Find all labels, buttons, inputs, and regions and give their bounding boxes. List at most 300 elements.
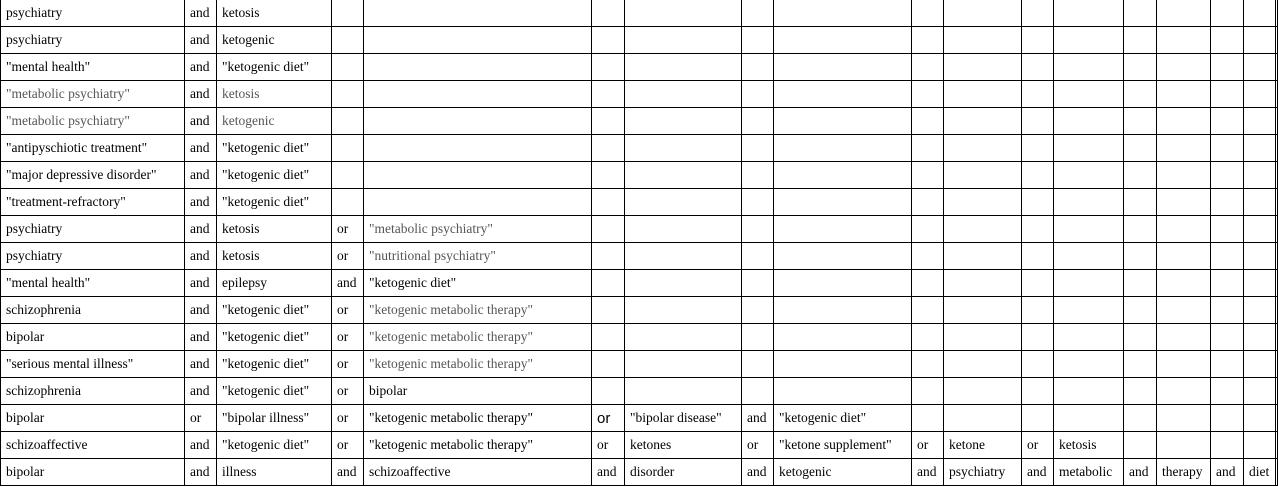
- table-cell[interactable]: [592, 243, 625, 270]
- table-cell[interactable]: [742, 270, 774, 297]
- table-cell[interactable]: [1054, 378, 1124, 405]
- table-cell[interactable]: therapy: [1157, 459, 1211, 486]
- table-cell[interactable]: and: [185, 108, 217, 135]
- table-cell[interactable]: [1211, 135, 1244, 162]
- table-cell[interactable]: [1157, 135, 1211, 162]
- table-cell[interactable]: [1244, 351, 1276, 378]
- table-cell[interactable]: [742, 0, 774, 27]
- table-cell[interactable]: schizophrenia: [1, 297, 185, 324]
- table-cell[interactable]: [625, 0, 742, 27]
- table-cell[interactable]: [1157, 0, 1211, 27]
- table-cell[interactable]: [364, 189, 592, 216]
- table-cell[interactable]: "ketogenic diet": [217, 432, 332, 459]
- table-cell[interactable]: [1022, 27, 1054, 54]
- table-cell[interactable]: [364, 27, 592, 54]
- table-cell[interactable]: and: [1022, 459, 1054, 486]
- table-cell[interactable]: [1211, 54, 1244, 81]
- table-cell[interactable]: [1276, 243, 1278, 270]
- table-cell[interactable]: [1124, 81, 1157, 108]
- table-cell[interactable]: schizoaffective: [364, 459, 592, 486]
- table-cell[interactable]: [912, 405, 944, 432]
- table-cell[interactable]: [944, 162, 1022, 189]
- table-cell[interactable]: [1211, 0, 1244, 27]
- table-cell[interactable]: [912, 351, 944, 378]
- table-cell[interactable]: [1124, 0, 1157, 27]
- table-cell[interactable]: [592, 297, 625, 324]
- table-cell[interactable]: [944, 324, 1022, 351]
- table-cell[interactable]: [774, 243, 912, 270]
- table-cell[interactable]: "ketogenic diet": [217, 162, 332, 189]
- table-cell[interactable]: "mental health": [1, 54, 185, 81]
- table-cell[interactable]: bipolar: [1, 324, 185, 351]
- table-cell[interactable]: [1244, 189, 1276, 216]
- table-cell[interactable]: [1276, 270, 1278, 297]
- table-cell[interactable]: [774, 81, 912, 108]
- table-cell[interactable]: "ketogenic diet": [217, 189, 332, 216]
- table-cell[interactable]: and: [332, 270, 364, 297]
- table-cell[interactable]: [625, 162, 742, 189]
- table-cell[interactable]: metabolic: [1054, 459, 1124, 486]
- table-cell[interactable]: and: [185, 216, 217, 243]
- table-cell[interactable]: [944, 54, 1022, 81]
- table-cell[interactable]: and: [185, 81, 217, 108]
- table-cell[interactable]: [912, 135, 944, 162]
- table-cell[interactable]: [1054, 27, 1124, 54]
- table-cell[interactable]: [1022, 108, 1054, 135]
- table-cell[interactable]: [1124, 108, 1157, 135]
- table-cell[interactable]: [592, 0, 625, 27]
- table-cell[interactable]: [1157, 81, 1211, 108]
- table-cell[interactable]: [1124, 216, 1157, 243]
- table-cell[interactable]: [1124, 135, 1157, 162]
- table-cell[interactable]: ketosis: [1054, 432, 1124, 459]
- table-cell[interactable]: "bipolar disease": [625, 405, 742, 432]
- table-cell[interactable]: [1211, 432, 1244, 459]
- table-cell[interactable]: "ketogenic diet": [217, 297, 332, 324]
- table-cell[interactable]: ketogenic: [217, 108, 332, 135]
- table-cell[interactable]: [1157, 324, 1211, 351]
- table-cell[interactable]: [742, 351, 774, 378]
- table-cell[interactable]: "ketogenic diet": [217, 135, 332, 162]
- table-cell[interactable]: [1276, 27, 1278, 54]
- table-cell[interactable]: "treatment-refractory": [1, 189, 185, 216]
- table-cell[interactable]: [592, 162, 625, 189]
- table-cell[interactable]: [592, 81, 625, 108]
- table-cell[interactable]: "ketone supplement": [774, 432, 912, 459]
- table-cell[interactable]: [944, 378, 1022, 405]
- table-cell[interactable]: [1244, 135, 1276, 162]
- table-cell[interactable]: [1054, 297, 1124, 324]
- table-cell[interactable]: "bipolar illness": [217, 405, 332, 432]
- table-cell[interactable]: [625, 270, 742, 297]
- table-cell[interactable]: [1276, 162, 1278, 189]
- table-cell[interactable]: "ketogenic metabolic therapy": [364, 297, 592, 324]
- table-cell[interactable]: [774, 297, 912, 324]
- table-cell[interactable]: bipolar: [1, 405, 185, 432]
- table-cell[interactable]: and: [185, 432, 217, 459]
- table-cell[interactable]: [742, 324, 774, 351]
- table-cell[interactable]: [742, 81, 774, 108]
- table-cell[interactable]: [1157, 216, 1211, 243]
- table-cell[interactable]: [332, 54, 364, 81]
- table-cell[interactable]: and: [185, 351, 217, 378]
- table-cell[interactable]: [332, 189, 364, 216]
- table-cell[interactable]: [1124, 324, 1157, 351]
- table-cell[interactable]: psychiatry: [1, 27, 185, 54]
- table-cell[interactable]: [592, 216, 625, 243]
- table-cell[interactable]: ketosis: [217, 243, 332, 270]
- table-cell[interactable]: [1157, 351, 1211, 378]
- table-cell[interactable]: "mental health": [1, 270, 185, 297]
- table-cell[interactable]: [742, 378, 774, 405]
- table-cell[interactable]: [592, 108, 625, 135]
- table-cell[interactable]: [1124, 405, 1157, 432]
- table-cell[interactable]: "serious mental illness": [1, 351, 185, 378]
- table-cell[interactable]: [912, 81, 944, 108]
- table-cell[interactable]: or: [912, 432, 944, 459]
- table-cell[interactable]: [944, 270, 1022, 297]
- table-cell[interactable]: [742, 189, 774, 216]
- table-cell[interactable]: and: [185, 0, 217, 27]
- table-cell[interactable]: [944, 81, 1022, 108]
- table-cell[interactable]: [1276, 432, 1278, 459]
- table-cell[interactable]: [1157, 378, 1211, 405]
- table-cell[interactable]: or: [592, 405, 625, 432]
- table-cell[interactable]: [912, 27, 944, 54]
- table-cell[interactable]: [1157, 243, 1211, 270]
- table-cell[interactable]: [912, 162, 944, 189]
- table-cell[interactable]: [1211, 108, 1244, 135]
- table-cell[interactable]: [1276, 405, 1278, 432]
- table-cell[interactable]: [364, 54, 592, 81]
- table-cell[interactable]: [742, 162, 774, 189]
- table-cell[interactable]: [944, 216, 1022, 243]
- table-cell[interactable]: ketones: [625, 432, 742, 459]
- table-cell[interactable]: [1022, 0, 1054, 27]
- table-cell[interactable]: psychiatry: [944, 459, 1022, 486]
- table-cell[interactable]: [364, 0, 592, 27]
- table-cell[interactable]: disorder: [625, 459, 742, 486]
- table-cell[interactable]: [774, 135, 912, 162]
- table-cell[interactable]: or: [742, 432, 774, 459]
- table-cell[interactable]: [592, 189, 625, 216]
- table-cell[interactable]: [592, 324, 625, 351]
- table-cell[interactable]: [1157, 54, 1211, 81]
- table-cell[interactable]: [912, 108, 944, 135]
- table-cell[interactable]: and: [185, 459, 217, 486]
- table-cell[interactable]: "ketogenic diet": [364, 270, 592, 297]
- table-cell[interactable]: [1244, 27, 1276, 54]
- table-cell[interactable]: [1054, 108, 1124, 135]
- table-cell[interactable]: or: [332, 351, 364, 378]
- table-cell[interactable]: [774, 378, 912, 405]
- table-cell[interactable]: [1276, 81, 1278, 108]
- table-cell[interactable]: [1276, 459, 1278, 486]
- table-cell[interactable]: [944, 405, 1022, 432]
- table-cell[interactable]: [1211, 81, 1244, 108]
- table-cell[interactable]: schizoaffective: [1, 432, 185, 459]
- table-cell[interactable]: [742, 216, 774, 243]
- table-cell[interactable]: and: [185, 378, 217, 405]
- table-cell[interactable]: ketogenic: [774, 459, 912, 486]
- table-cell[interactable]: [332, 27, 364, 54]
- table-cell[interactable]: [1244, 162, 1276, 189]
- table-cell[interactable]: [774, 270, 912, 297]
- table-cell[interactable]: "ketogenic diet": [217, 324, 332, 351]
- table-cell[interactable]: [1244, 270, 1276, 297]
- table-cell[interactable]: [1054, 135, 1124, 162]
- table-cell[interactable]: [1054, 351, 1124, 378]
- table-cell[interactable]: [1211, 243, 1244, 270]
- table-cell[interactable]: [1157, 432, 1211, 459]
- table-cell[interactable]: "ketogenic diet": [774, 405, 912, 432]
- table-cell[interactable]: [1244, 405, 1276, 432]
- table-cell[interactable]: and: [1211, 459, 1244, 486]
- table-cell[interactable]: [1124, 270, 1157, 297]
- table-cell[interactable]: [1054, 216, 1124, 243]
- table-cell[interactable]: [1276, 378, 1278, 405]
- table-cell[interactable]: "metabolic psychiatry": [364, 216, 592, 243]
- table-cell[interactable]: and: [185, 243, 217, 270]
- table-cell[interactable]: [774, 108, 912, 135]
- table-cell[interactable]: [332, 108, 364, 135]
- table-cell[interactable]: "nutritional psychiatry": [364, 243, 592, 270]
- table-cell[interactable]: [912, 324, 944, 351]
- table-cell[interactable]: and: [185, 324, 217, 351]
- table-cell[interactable]: ketosis: [217, 81, 332, 108]
- table-cell[interactable]: and: [332, 459, 364, 486]
- table-cell[interactable]: illness: [217, 459, 332, 486]
- table-cell[interactable]: [332, 0, 364, 27]
- table-cell[interactable]: [1054, 405, 1124, 432]
- table-cell[interactable]: [332, 81, 364, 108]
- table-cell[interactable]: "major depressive disorder": [1, 162, 185, 189]
- table-cell[interactable]: [1211, 189, 1244, 216]
- table-cell[interactable]: [1244, 324, 1276, 351]
- table-cell[interactable]: "ketogenic metabolic therapy": [364, 405, 592, 432]
- table-cell[interactable]: [625, 108, 742, 135]
- table-cell[interactable]: [332, 162, 364, 189]
- table-cell[interactable]: [1022, 81, 1054, 108]
- table-cell[interactable]: [1124, 297, 1157, 324]
- table-cell[interactable]: and: [185, 270, 217, 297]
- table-cell[interactable]: and: [742, 459, 774, 486]
- table-cell[interactable]: [592, 378, 625, 405]
- table-cell[interactable]: [944, 135, 1022, 162]
- table-cell[interactable]: [1211, 27, 1244, 54]
- table-cell[interactable]: [774, 189, 912, 216]
- table-cell[interactable]: [944, 27, 1022, 54]
- table-cell[interactable]: [625, 27, 742, 54]
- table-cell[interactable]: or: [332, 297, 364, 324]
- table-cell[interactable]: [774, 216, 912, 243]
- table-cell[interactable]: [625, 54, 742, 81]
- table-cell[interactable]: [592, 351, 625, 378]
- table-cell[interactable]: [1054, 54, 1124, 81]
- table-cell[interactable]: [1054, 81, 1124, 108]
- table-cell[interactable]: [1211, 216, 1244, 243]
- table-cell[interactable]: or: [185, 405, 217, 432]
- table-cell[interactable]: [1276, 135, 1278, 162]
- table-cell[interactable]: [1022, 378, 1054, 405]
- table-cell[interactable]: [1276, 297, 1278, 324]
- table-cell[interactable]: [742, 27, 774, 54]
- table-cell[interactable]: [1244, 108, 1276, 135]
- table-cell[interactable]: [1244, 0, 1276, 27]
- table-cell[interactable]: [1054, 162, 1124, 189]
- table-cell[interactable]: [1211, 378, 1244, 405]
- table-cell[interactable]: psychiatry: [1, 0, 185, 27]
- table-cell[interactable]: [912, 216, 944, 243]
- table-cell[interactable]: and: [592, 459, 625, 486]
- table-cell[interactable]: [1022, 243, 1054, 270]
- table-cell[interactable]: psychiatry: [1, 243, 185, 270]
- table-cell[interactable]: and: [912, 459, 944, 486]
- table-cell[interactable]: and: [185, 54, 217, 81]
- table-cell[interactable]: [1244, 432, 1276, 459]
- table-cell[interactable]: [1054, 0, 1124, 27]
- table-cell[interactable]: [592, 270, 625, 297]
- table-cell[interactable]: [1276, 0, 1278, 27]
- table-cell[interactable]: [1124, 378, 1157, 405]
- table-cell[interactable]: [1276, 324, 1278, 351]
- table-cell[interactable]: [1124, 243, 1157, 270]
- table-cell[interactable]: [1124, 189, 1157, 216]
- table-cell[interactable]: [742, 108, 774, 135]
- table-cell[interactable]: bipolar: [364, 378, 592, 405]
- table-cell[interactable]: [1022, 216, 1054, 243]
- table-cell[interactable]: "ketogenic metabolic therapy": [364, 351, 592, 378]
- table-cell[interactable]: [944, 108, 1022, 135]
- table-cell[interactable]: or: [1022, 432, 1054, 459]
- table-cell[interactable]: epilepsy: [217, 270, 332, 297]
- table-cell[interactable]: or: [332, 243, 364, 270]
- table-cell[interactable]: or: [332, 432, 364, 459]
- table-cell[interactable]: [364, 135, 592, 162]
- table-cell[interactable]: [1244, 216, 1276, 243]
- table-cell[interactable]: [912, 54, 944, 81]
- table-cell[interactable]: "ketogenic diet": [217, 378, 332, 405]
- table-cell[interactable]: [912, 378, 944, 405]
- table-cell[interactable]: [625, 378, 742, 405]
- table-cell[interactable]: [742, 135, 774, 162]
- table-cell[interactable]: and: [185, 297, 217, 324]
- table-cell[interactable]: [1022, 324, 1054, 351]
- table-cell[interactable]: [1054, 324, 1124, 351]
- table-cell[interactable]: or: [592, 432, 625, 459]
- table-cell[interactable]: [1211, 162, 1244, 189]
- table-cell[interactable]: [1054, 189, 1124, 216]
- table-cell[interactable]: bipolar: [1, 459, 185, 486]
- table-cell[interactable]: [742, 297, 774, 324]
- table-cell[interactable]: [774, 324, 912, 351]
- table-cell[interactable]: [592, 27, 625, 54]
- table-cell[interactable]: "antipyschiotic treatment": [1, 135, 185, 162]
- table-cell[interactable]: [1054, 270, 1124, 297]
- table-cell[interactable]: diet: [1244, 459, 1276, 486]
- table-cell[interactable]: [1244, 297, 1276, 324]
- table-cell[interactable]: [625, 297, 742, 324]
- table-cell[interactable]: "ketogenic diet": [217, 54, 332, 81]
- table-cell[interactable]: [625, 351, 742, 378]
- table-cell[interactable]: [625, 189, 742, 216]
- table-cell[interactable]: [364, 162, 592, 189]
- table-cell[interactable]: [912, 297, 944, 324]
- table-cell[interactable]: [592, 54, 625, 81]
- table-cell[interactable]: [1022, 189, 1054, 216]
- table-cell[interactable]: [944, 297, 1022, 324]
- table-cell[interactable]: "ketogenic metabolic therapy": [364, 432, 592, 459]
- table-cell[interactable]: [1157, 270, 1211, 297]
- table-cell[interactable]: [1022, 135, 1054, 162]
- table-cell[interactable]: [1022, 351, 1054, 378]
- table-cell[interactable]: [1211, 270, 1244, 297]
- table-cell[interactable]: [625, 135, 742, 162]
- table-cell[interactable]: [912, 243, 944, 270]
- table-cell[interactable]: [364, 81, 592, 108]
- table-cell[interactable]: [1244, 81, 1276, 108]
- table-cell[interactable]: "metabolic psychiatry": [1, 81, 185, 108]
- table-cell[interactable]: [1054, 243, 1124, 270]
- table-cell[interactable]: [912, 0, 944, 27]
- table-cell[interactable]: or: [332, 216, 364, 243]
- table-cell[interactable]: ketosis: [217, 216, 332, 243]
- table-cell[interactable]: [774, 162, 912, 189]
- table-cell[interactable]: [1276, 216, 1278, 243]
- table-cell[interactable]: [1022, 270, 1054, 297]
- table-cell[interactable]: [1276, 351, 1278, 378]
- table-cell[interactable]: [625, 243, 742, 270]
- table-cell[interactable]: [944, 351, 1022, 378]
- table-cell[interactable]: [332, 135, 364, 162]
- table-cell[interactable]: [1022, 405, 1054, 432]
- table-cell[interactable]: [912, 270, 944, 297]
- table-cell[interactable]: psychiatry: [1, 216, 185, 243]
- table-cell[interactable]: and: [185, 27, 217, 54]
- table-cell[interactable]: [742, 54, 774, 81]
- table-cell[interactable]: [774, 351, 912, 378]
- table-cell[interactable]: [742, 243, 774, 270]
- table-cell[interactable]: and: [185, 135, 217, 162]
- table-cell[interactable]: [625, 324, 742, 351]
- table-cell[interactable]: and: [185, 189, 217, 216]
- table-cell[interactable]: ketosis: [217, 0, 332, 27]
- table-cell[interactable]: [364, 108, 592, 135]
- table-cell[interactable]: [1157, 108, 1211, 135]
- table-cell[interactable]: [774, 0, 912, 27]
- table-cell[interactable]: [1211, 324, 1244, 351]
- table-cell[interactable]: [1157, 297, 1211, 324]
- table-cell[interactable]: ketogenic: [217, 27, 332, 54]
- table-cell[interactable]: [1124, 432, 1157, 459]
- table-cell[interactable]: [1124, 162, 1157, 189]
- table-cell[interactable]: "ketogenic metabolic therapy": [364, 324, 592, 351]
- table-cell[interactable]: [1157, 405, 1211, 432]
- table-cell[interactable]: [1022, 297, 1054, 324]
- table-cell[interactable]: [1157, 189, 1211, 216]
- table-cell[interactable]: [1211, 405, 1244, 432]
- table-cell[interactable]: [1157, 27, 1211, 54]
- table-cell[interactable]: [1022, 54, 1054, 81]
- table-cell[interactable]: [1124, 351, 1157, 378]
- table-cell[interactable]: [1244, 243, 1276, 270]
- table-cell[interactable]: [1244, 378, 1276, 405]
- table-cell[interactable]: [774, 54, 912, 81]
- table-cell[interactable]: [1276, 189, 1278, 216]
- table-cell[interactable]: "metabolic psychiatry": [1, 108, 185, 135]
- table-cell[interactable]: schizophrenia: [1, 378, 185, 405]
- table-cell[interactable]: [944, 0, 1022, 27]
